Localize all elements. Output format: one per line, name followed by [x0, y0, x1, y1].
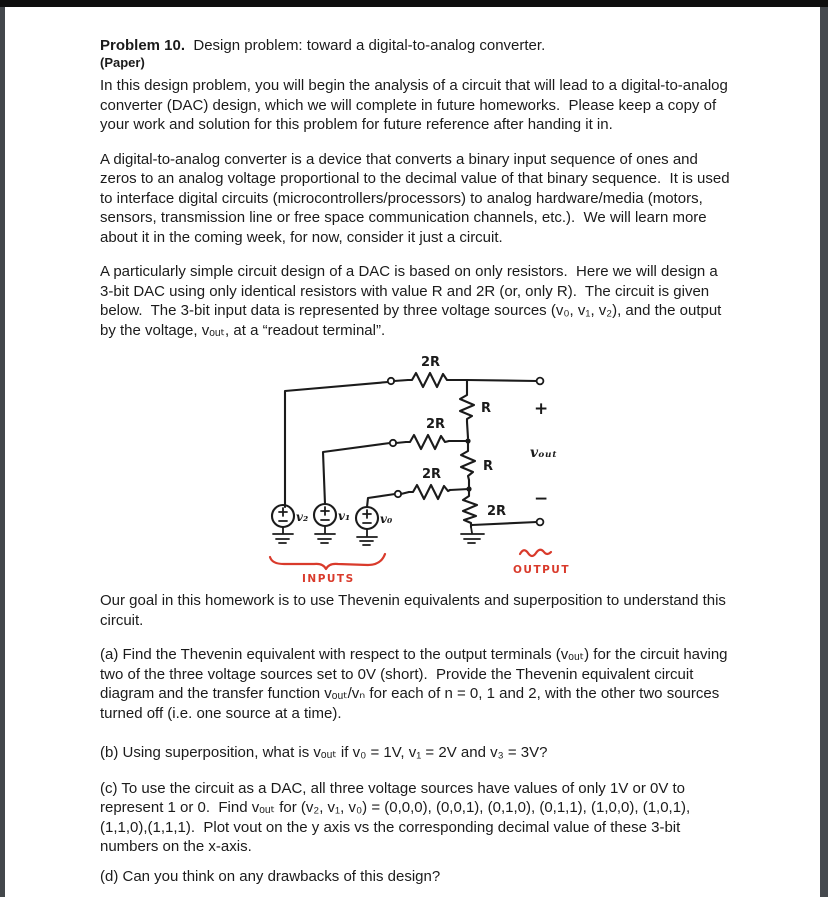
paragraph-part-b: (b) Using superposition, what is vₒᵤₜ if v₀ = 1V, v₁ = 2V and v₃ = 3V? — [100, 744, 548, 761]
paragraph-part-d: (d) Can you think on any drawbacks of this design? — [100, 867, 441, 885]
wire — [401, 492, 409, 494]
output-squiggle — [520, 550, 551, 556]
resistor-ladder — [460, 381, 506, 543]
ground-icon-v2 — [273, 527, 293, 543]
resistor-2r-top — [408, 373, 451, 387]
plus-sign: + — [534, 399, 549, 419]
ground-icon-v0 — [357, 529, 377, 545]
output-port — [472, 378, 557, 526]
paragraph-circuit-intro: A particularly simple circuit design of a DAC is based on only resistors. Here we will design a 3-bit DAC using only identical resistors with value R and 2R (or, only R). The circuit is given below. The 3-bit input data is represented by three voltage sources (v₀, v₁, v₂), and the output by the voltage, vₒᵤₜ, at a “readout terminal”. — [100, 263, 726, 339]
voltage-source-v1 — [314, 504, 350, 543]
resistor-2r-bottom-label: 2R — [422, 467, 442, 482]
circuit-diagram — [258, 350, 578, 586]
resistor-r-lower-label: R — [483, 459, 494, 474]
vout-label: vₒᵤₜ — [530, 445, 558, 461]
paragraph-part-a: (a) Find the Thevenin equivalent with respect to the output terminals (vₒᵤₜ) for the circuit having two of the three voltage sources set to 0V (short). Provide the Thevenin equivalent circuit diagram and the transfer function vₒᵤₜ/vₙ for each of n = 0, 1 and 2, with the other two sources turned off (i.e. one source at a time). — [100, 646, 732, 722]
resistor-r-upper-label: R — [481, 401, 492, 416]
resistor-2r-middle — [406, 435, 449, 449]
wire — [450, 489, 469, 490]
output-terminal-top — [537, 378, 544, 385]
wire-to-output-top — [451, 380, 537, 381]
resistor-r-lower — [461, 448, 475, 480]
source-v2-label: v₂ — [296, 510, 309, 524]
resistor-r-upper — [460, 392, 474, 422]
output-annotation — [513, 550, 570, 576]
ground-icon-v1 — [315, 526, 335, 543]
wire — [467, 422, 468, 438]
source-v1-label: v₁ — [338, 509, 351, 523]
source-polarity-marks — [363, 510, 371, 523]
source-v0-label: v₀ — [380, 512, 393, 526]
paper-tag: (Paper) — [100, 55, 145, 70]
inputs-brace — [270, 554, 385, 569]
branch-v0 — [367, 467, 469, 507]
voltage-source-v0 — [356, 507, 393, 545]
wire-v1 — [323, 443, 390, 504]
paragraph-dac-description: A digital-to-analog converter is a device that converts a binary input sequence of ones and zeros to an analog voltage proportional to the decimal value of that binary sequence. It is used to interface digital circuits (microcontrollers/processors) to analog hardware/media (motors, sensors, transmission line or free space communication channels, etc.). We will learn more about it in the coming week, for now, consider it just a circuit. — [100, 150, 734, 246]
viewer-top-bar — [0, 0, 828, 7]
output-terminal-bottom — [537, 519, 544, 526]
inputs-label: INPUTS — [302, 573, 355, 585]
paragraph-intro: In this design problem, you will begin the analysis of a circuit that will lead to a digital-to-analog converter (DAC) design, which we will complete in future homeworks. Please keep a copy of your work and solution for this problem for future reference after handing it in. — [100, 77, 733, 133]
document-content — [5, 7, 820, 897]
wire — [394, 380, 408, 381]
resistor-2r-middle-label: 2R — [426, 417, 446, 432]
branch-v2 — [285, 355, 537, 507]
resistor-2r-top-label: 2R — [421, 355, 441, 370]
wire-v0 — [367, 494, 395, 507]
resistor-2r-ladder-label: 2R — [487, 504, 507, 519]
paragraph-goal: Our goal in this homework is to use Thevenin equivalents and superposition to understand this circuit. — [100, 592, 731, 629]
ground-icon-main — [461, 527, 484, 543]
paragraph-part-c: (c) To use the circuit as a DAC, all three voltage sources have values of only 1V or 0V to represent 1 or 0. Find vₒᵤₜ for (v₂, v₁, v₀) = (0,0,0), (0,0,1), (0,1,0), (0,1,1), (1,0,0), (1,0,1), (1,1,0),(1,1,1). Plot vout on the y axis vs the corresponding decimal value of these 3-bit numbers on the x-axis. — [100, 779, 695, 855]
viewer-right-edge — [820, 7, 828, 897]
resistor-2r-ladder — [463, 489, 477, 527]
problem-title-text: Design problem: toward a digital-to-analog converter. — [185, 37, 546, 54]
wire — [396, 442, 406, 443]
source-polarity-marks — [321, 507, 329, 520]
resistor-2r-bottom — [409, 485, 450, 499]
problem-number: Problem 10. — [100, 37, 186, 54]
minus-sign: − — [534, 489, 549, 509]
source-polarity-marks — [279, 508, 287, 521]
output-label: OUTPUT — [513, 564, 570, 576]
wire-to-output-bottom — [472, 522, 537, 525]
problem-title — [100, 36, 733, 55]
voltage-source-v2 — [272, 505, 308, 543]
inputs-annotation — [270, 554, 385, 585]
